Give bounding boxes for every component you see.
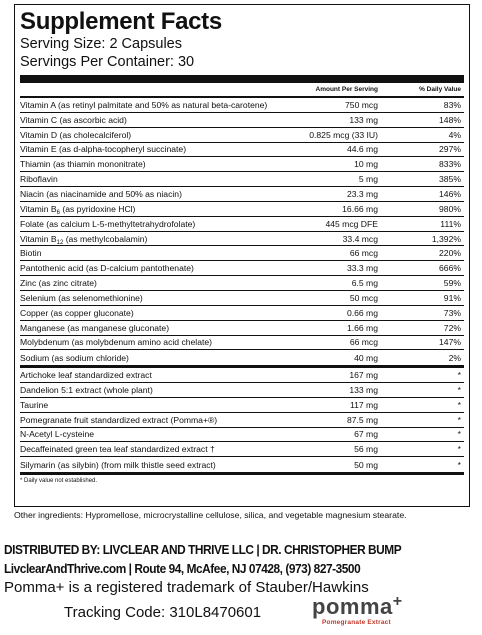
ingredient-name: Riboflavin: [20, 174, 58, 185]
ingredient-amount: 167 mg: [349, 370, 378, 381]
table-row: [20, 113, 464, 128]
ingredient-name: Biotin: [20, 248, 42, 259]
ingredient-name: Copper (as copper gluconate): [20, 307, 134, 318]
ingredient-dv: *: [457, 384, 461, 395]
ingredient-dv: 59%: [443, 278, 461, 289]
extracts-list: [20, 368, 464, 472]
table-row: [20, 98, 464, 113]
ingredient-name: Thiamin (as thiamin mononitrate): [20, 159, 146, 170]
ingredient-name: Artichoke leaf standardized extract: [20, 370, 152, 381]
ingredient-dv: 4%: [448, 129, 461, 140]
table-row: [20, 428, 464, 443]
ingredient-amount: 133 mg: [349, 384, 378, 395]
table-header: [20, 83, 464, 98]
logo-subtitle: Pomegranate Extract: [322, 619, 391, 626]
ingredient-amount: 133 mg: [349, 114, 378, 125]
servings-per-container: Servings Per Container: 30: [20, 54, 195, 70]
ingredient-dv: 1,392%: [431, 233, 461, 244]
ingredient-name: Dandelion 5:1 extract (whole plant): [20, 384, 153, 395]
ingredient-dv: *: [457, 459, 461, 470]
serving-size: Serving Size: 2 Capsules: [20, 36, 182, 52]
table-row: [20, 291, 464, 306]
table-row: [20, 368, 464, 383]
ingredient-name: Pomegranate fruit standardized extract (Pomma+®): [20, 414, 218, 425]
header-dv: % Daily Value: [419, 86, 461, 93]
ingredient-amount: 1.66 mg: [346, 322, 378, 333]
ingredient-dv: 72%: [443, 322, 461, 333]
tracking-code: Tracking Code: 310L8470601: [64, 604, 262, 621]
ingredient-amount: 117 mg: [349, 399, 378, 410]
table-row: [20, 321, 464, 336]
ingredient-name: Vitamin $B_6$ (as pyridoxine HCl): [20, 203, 136, 214]
ingredient-dv: 73%: [443, 307, 461, 318]
panel-title: Supplement Facts: [20, 8, 222, 35]
table-row: [20, 172, 464, 187]
table-row: [20, 261, 464, 276]
ingredient-name: Vitamin A (as retinyl palmitate and 50% as natural beta-carotene): [20, 99, 268, 110]
ingredient-amount: 67 mg: [354, 429, 378, 440]
ingredient-amount: 44.6 mg: [346, 144, 378, 155]
ingredient-dv: 297%: [439, 144, 461, 155]
table-row: [20, 442, 464, 457]
ingredient-dv: 833%: [439, 159, 461, 170]
ingredient-dv: 2%: [448, 352, 461, 363]
ingredient-amount: 33.3 mg: [346, 263, 378, 274]
distributor-line: DISTRIBUTED BY: LIVCLEAR AND THRIVE LLC | DR. CHRISTOPHER BUMP: [4, 542, 402, 557]
table-row: [20, 336, 464, 351]
ingredient-amount: 750 mcg: [345, 99, 378, 110]
ingredient-dv: *: [457, 429, 461, 440]
other-ingredients: Other ingredients: Hypromellose, microcrystalline cellulose, silica, and vegetable magnesium stearate.: [14, 510, 407, 520]
ingredient-dv: *: [457, 399, 461, 410]
table-row: [20, 383, 464, 398]
ingredient-dv: 980%: [439, 203, 461, 214]
ingredient-name: Vitamin D (as cholecalciferol): [20, 129, 132, 140]
ingredient-dv: 385%: [439, 174, 461, 185]
ingredient-name: Pantothenic acid (as D-calcium pantothenate): [20, 263, 194, 274]
table-row: [20, 457, 464, 472]
ingredient-amount: 50 mg: [354, 459, 378, 470]
ingredient-amount: 56 mg: [354, 444, 378, 455]
table-row: [20, 187, 464, 202]
ingredient-name: Vitamin $B_{12}$ (as methylcobalamin): [20, 233, 148, 244]
thick-divider: [20, 75, 464, 83]
table-row: [20, 306, 464, 321]
ingredient-amount: 40 mg: [354, 352, 378, 363]
table-row: [20, 157, 464, 172]
ingredient-name: N-Acetyl L-cysteine: [20, 429, 95, 440]
footnote: * Daily value not established.: [20, 472, 464, 487]
ingredient-amount: 5 mg: [358, 174, 378, 185]
table-row: [20, 398, 464, 413]
table-row: [20, 202, 464, 217]
table-row: [20, 413, 464, 428]
address-line: LivclearAndThrive.com | Route 94, McAfee, NJ 07428, (973) 827-3500: [4, 561, 361, 576]
ingredient-amount: 33.4 mcg: [342, 233, 378, 244]
ingredient-amount: 10 mg: [354, 159, 378, 170]
pomma-logo: [312, 593, 424, 632]
ingredient-name: Taurine: [20, 399, 49, 410]
supplement-facts-panel: [14, 4, 470, 507]
ingredient-amount: 445 mcg DFE: [325, 218, 378, 229]
ingredient-amount: 16.66 mg: [342, 203, 378, 214]
ingredient-name: Sodium (as sodium chloride): [20, 352, 129, 363]
ingredient-dv: 148%: [439, 114, 461, 125]
ingredient-name: Folate (as calcium L-5-methyltetrahydrofolate): [20, 218, 196, 229]
ingredient-amount: 66 mcg: [349, 248, 378, 259]
ingredient-amount: 6.5 mg: [351, 278, 378, 289]
ingredient-dv: 111%: [440, 218, 461, 229]
ingredient-amount: 23.3 mg: [346, 188, 378, 199]
ingredient-dv: 147%: [439, 337, 461, 348]
table-row: [20, 246, 464, 261]
ingredient-amount: 0.825 mcg (33 IU): [309, 129, 378, 140]
ingredient-dv: 666%: [439, 263, 461, 274]
ingredient-amount: 50 mcg: [349, 292, 378, 303]
ingredient-name: Silymarin (as silybin) (from milk thistle seed extract): [20, 459, 216, 470]
ingredient-dv: 146%: [439, 188, 461, 199]
ingredient-name: Vitamin E (as d-alpha-tocopheryl succinate): [20, 144, 187, 155]
ingredient-name: Niacin (as niacinamide and 50% as niacin): [20, 188, 182, 199]
ingredient-dv: *: [457, 370, 461, 381]
ingredient-amount: 66 mcg: [349, 337, 378, 348]
vitamins-list: [20, 98, 464, 365]
table-row: [20, 128, 464, 143]
table-row: [20, 217, 464, 232]
trademark-line: Pomma+ is a registered trademark of Stauber/Hawkins: [4, 579, 369, 596]
table-row: [20, 232, 464, 247]
ingredient-amount: 87.5 mg: [346, 414, 378, 425]
ingredient-dv: 83%: [443, 99, 461, 110]
logo-word: pomma: [312, 594, 393, 619]
ingredient-name: Vitamin C (as ascorbic acid): [20, 114, 127, 125]
ingredient-name: Decaffeinated green tea leaf standardized extract †: [20, 444, 215, 455]
ingredient-dv: 91%: [443, 292, 461, 303]
logo-plus: +: [392, 593, 403, 610]
table-row: [20, 350, 464, 365]
ingredient-amount: 0.66 mg: [346, 307, 378, 318]
ingredient-name: Molybdenum (as molybdenum amino acid chelate): [20, 337, 213, 348]
ingredient-dv: 220%: [439, 248, 461, 259]
ingredient-name: Selenium (as selenomethionine): [20, 292, 143, 303]
ingredient-name: Manganese (as manganese gluconate): [20, 322, 170, 333]
table-row: [20, 276, 464, 291]
header-amount: Amount Per Serving: [315, 86, 378, 93]
ingredient-dv: *: [457, 414, 461, 425]
ingredient-dv: *: [457, 444, 461, 455]
ingredient-name: Zinc (as zinc citrate): [20, 278, 97, 289]
table-row: [20, 143, 464, 158]
